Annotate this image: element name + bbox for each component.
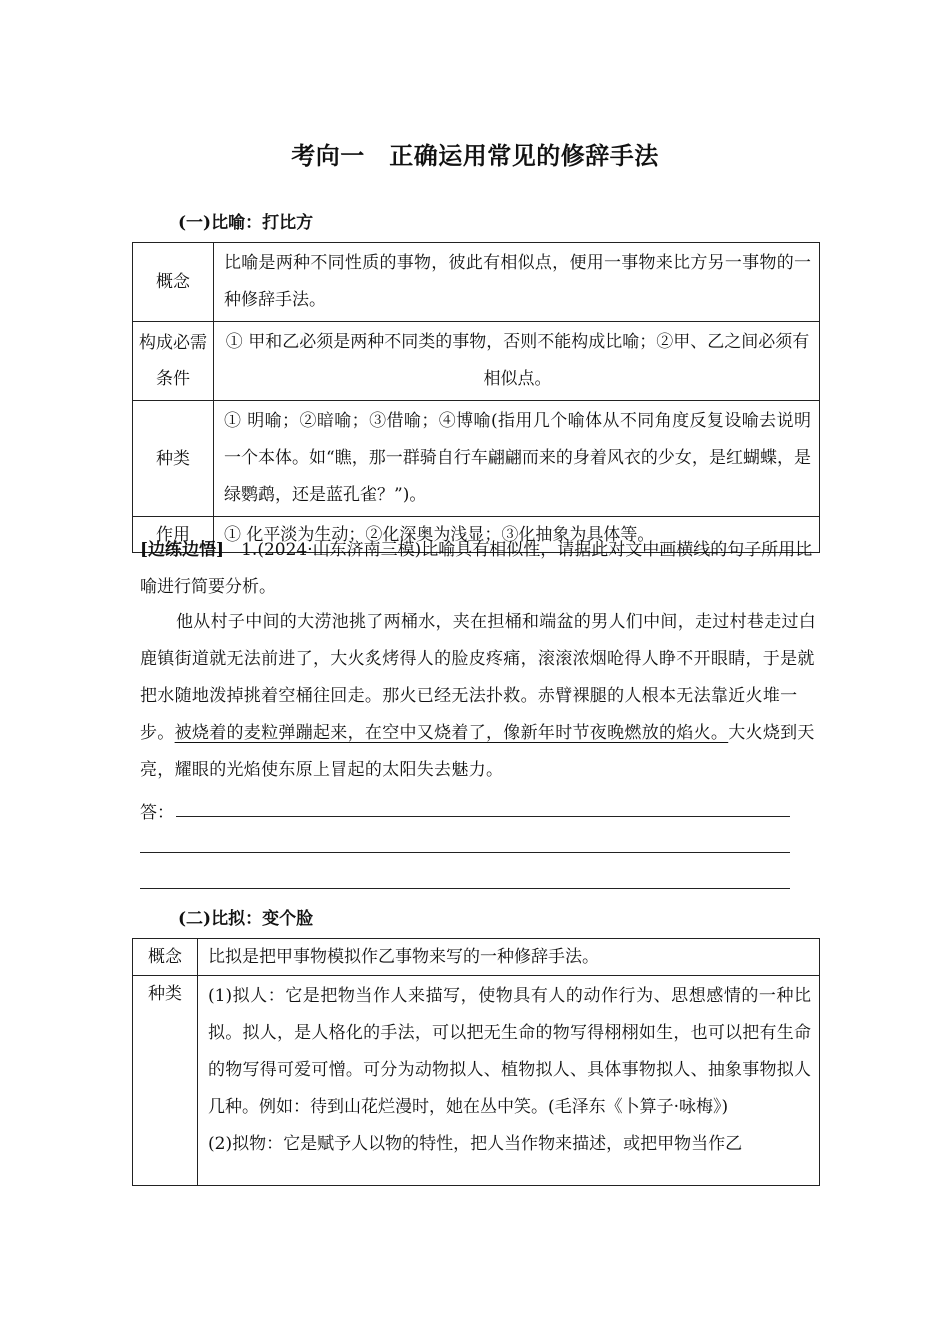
row-content: ① 化平淡为生动；②化深奥为浅显；③化抽象为具体等。 — [214, 517, 820, 553]
passage-text-end: 大火烧到天亮，耀眼的光焰使东原上冒起的太阳失去魅力。 — [140, 723, 815, 780]
row-content — [198, 976, 820, 1186]
reading-passage — [140, 604, 820, 789]
row-label: 种类 — [133, 976, 198, 1186]
row-label: 概念 — [133, 243, 214, 322]
row-label: 作用 — [133, 517, 214, 553]
question-text: 1.(2024·山东济南三模)比喻具有相似性，请据此对文中画横线的句子所用比喻进行简要分析。 — [140, 540, 813, 597]
underlined-sentence: 被烧着的麦粒弹蹦起来，在空中又烧着了，像新年时节夜晚燃放的焰火。 — [174, 723, 729, 743]
answer-label: 答： — [140, 803, 174, 823]
section-heading-metaphor: (一)比喻：打比方 — [178, 213, 314, 233]
row-content: 比拟是把甲事物模拟作乙事物来写的一种修辞手法。 — [198, 939, 820, 976]
row-content: 比喻是两种不同性质的事物，彼此有相似点，便用一事物来比方另一事物的一种修辞手法。 — [214, 243, 820, 322]
passage-text: 他从村子中间的大涝池挑了两桶水，夹在担桶和端盆的男人们中间，走过村巷走过白鹿镇街道就无法前进了，大火炙烤得人的脸皮疼痛，滚滚浓烟呛得人睁不开眼睛，于是就把水随地泼掉挑着空桶往回走。那火已经无法扑救。赤臂裸腿的人根本无法靠近火堆一步。 — [140, 612, 817, 743]
answer-line[interactable] — [140, 888, 790, 889]
answer-line[interactable] — [140, 852, 790, 853]
answer-line[interactable] — [176, 816, 790, 817]
row-content: ① 明喻；②暗喻；③借喻；④博喻(指用几个喻体从不同角度反复设喻去说明一个本体。如“瞧，那一群骑自行车翩翩而来的身着风衣的少女，是红蝴蝶，是绿鹦鹉，还是蓝孔雀？”)。 — [214, 401, 820, 517]
row-label: 种类 — [133, 401, 214, 517]
personification-table — [132, 938, 820, 1186]
section-heading-personification: (二)比拟：变个脸 — [178, 909, 314, 929]
metaphor-table — [132, 242, 820, 553]
practice-question — [140, 532, 820, 606]
page-title: 考向一 正确运用常见的修辞手法 — [291, 141, 659, 170]
practice-tag: [边练边悟] — [140, 540, 225, 560]
objectification-text: (2)拟物：它是赋予人以物的特性，把人当作物来描述，或把甲物当作乙 — [208, 1134, 743, 1154]
row-label: 构成必需条件 — [133, 322, 214, 401]
row-label: 概念 — [133, 939, 198, 976]
row-content: ① 甲和乙必须是两种不同类的事物，否则不能构成比喻；②甲、乙之间必须有相似点。 — [214, 322, 820, 401]
personification-text: (1)拟人：它是把物当作人来描写，使物具有人的动作行为、思想感情的一种比拟。拟人，是人格化的手法，可以把无生命的物写得栩栩如生，也可以把有生命的物写得可爱可憎。可分为动物拟人、植物拟人、具体事物拟人、抽象事物拟人几种。例如：待到山花烂漫时，她在丛中笑。(毛泽东《卜算子·咏梅》) — [208, 986, 811, 1117]
